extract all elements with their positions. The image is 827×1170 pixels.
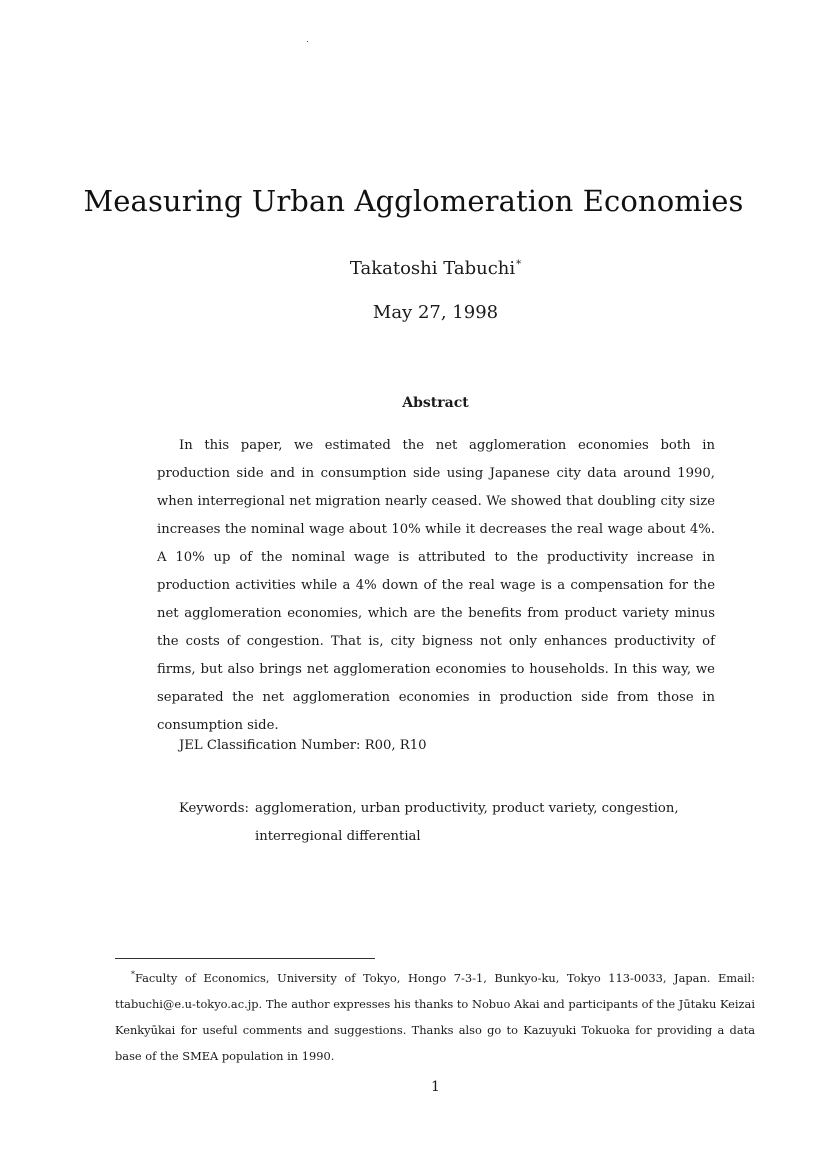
jel-classification: JEL Classification Number: R00, R10 (179, 738, 427, 753)
keywords-line-2: interregional differential (255, 829, 421, 844)
abstract-body: In this paper, we estimated the net agglomeration economies both in production side and in consumption side using Japanese city data around 1990, when interregional net migration nearly ceased. We showed that doubling city size increases the nominal wage about 10% while it decreases the real wage about 4%. A 10% up of the nominal wage is attributed to the productivity increase in production activities while a 4% down of the real wage is a compensation for the net agglomeration economies, which are the benefits from product variety minus the costs of congestion. That is, city bigness not only enhances productivity of firms, but also brings net agglomeration economies to households. In this way, we separated the net agglomeration economies in production side from those in consumption side. (157, 438, 715, 733)
footnote (115, 962, 755, 1069)
page-number: 1 (431, 1079, 440, 1095)
keywords-text-1: agglomeration, urban productivity, product variety, congestion, (255, 801, 679, 816)
footnote-rule (115, 958, 375, 959)
footnote-mark: * (131, 970, 135, 979)
scan-speck (307, 41, 308, 42)
keywords-line-1 (179, 795, 679, 823)
paper-date: May 27, 1998 (372, 302, 499, 323)
footnote-text: Faculty of Economics, University of Tokyo, Hongo 7-3-1, Bunkyo-ku, Tokyo 113-0033, Japan. Email: ttabuchi@e.u-tokyo.ac.jp. The author expresses his thanks to Nobuo Akai and participants of the Jūtaku Keizai Kenkyūkai for useful comments and suggestions. Thanks also go to Kazuyuki Tokuoka for providing a data base of the SMEA population in 1990. (115, 971, 755, 1063)
author-name (0, 258, 827, 279)
author-name-text: Takatoshi Tabuchi (349, 258, 516, 279)
keywords-block (179, 795, 679, 851)
paper-title: Measuring Urban Agglomeration Economies (83, 184, 744, 218)
keywords-label: Keywords: (179, 801, 249, 816)
author-footnote-mark: * (516, 259, 522, 270)
abstract-heading: Abstract (402, 395, 469, 411)
